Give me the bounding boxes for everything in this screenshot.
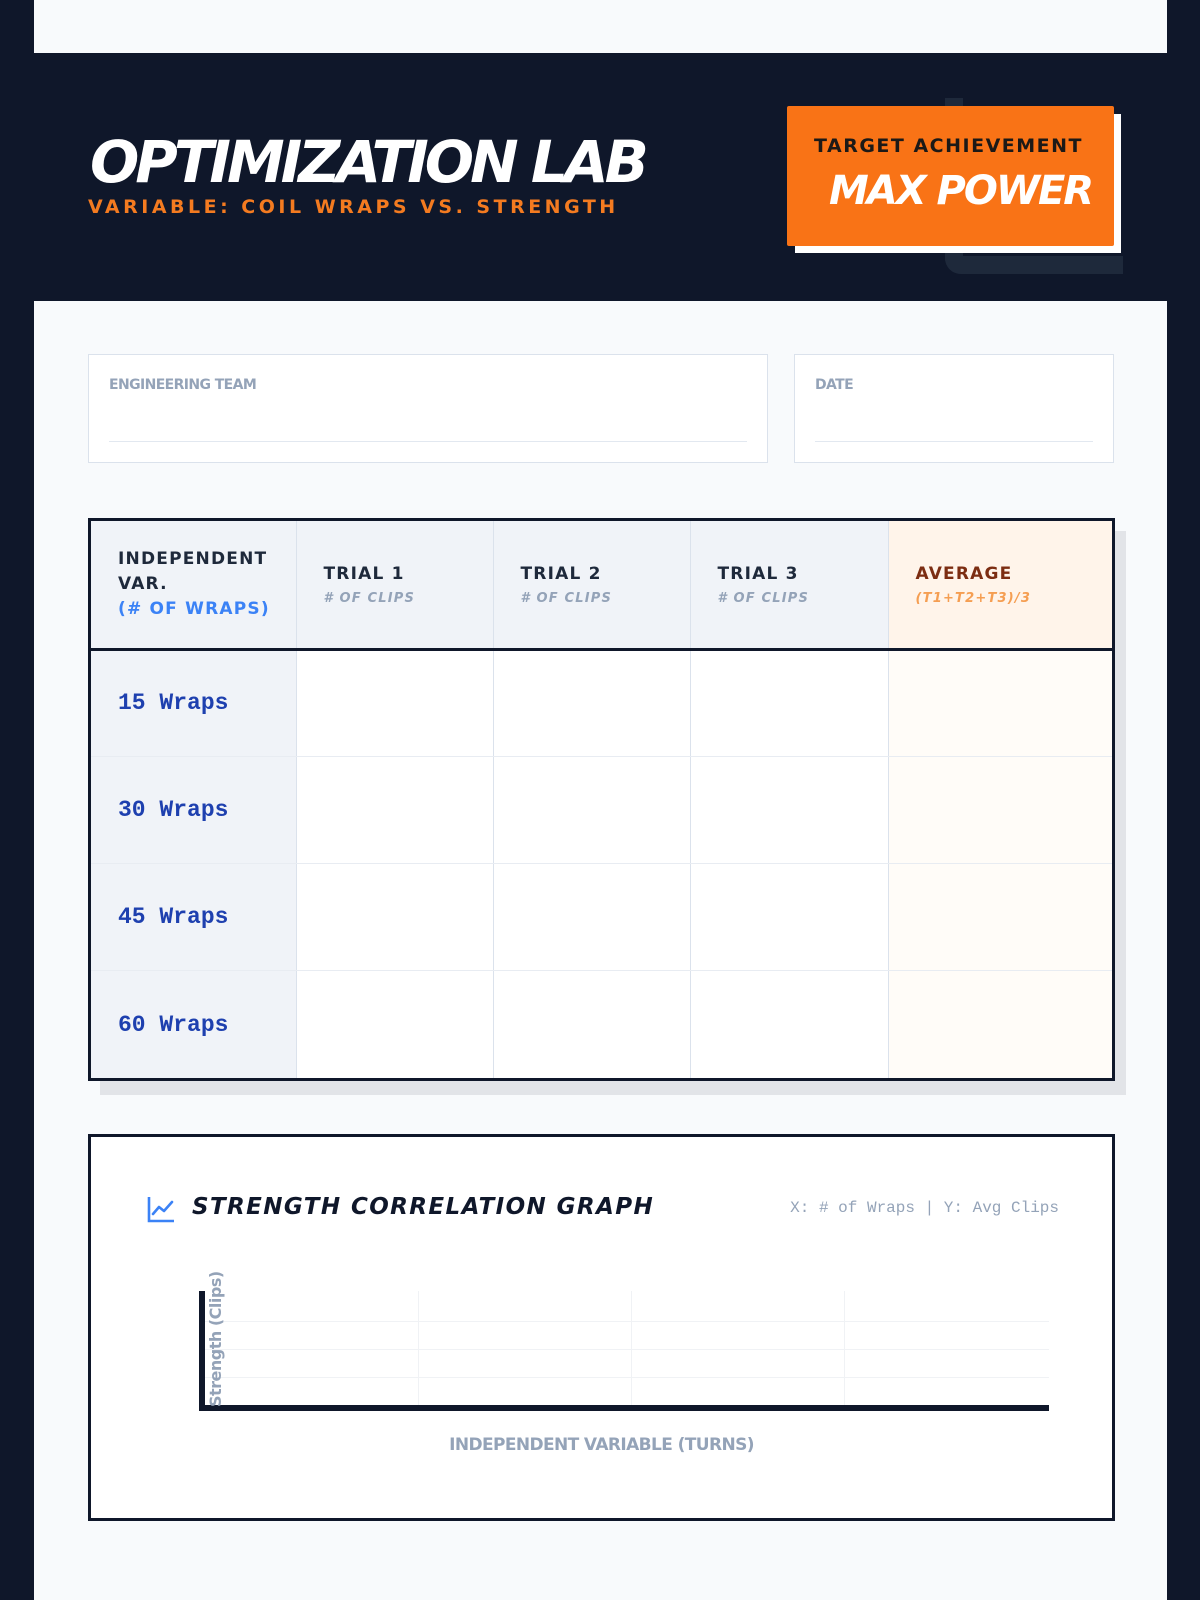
- column-header-trial-1: [296, 521, 493, 649]
- row-label: 45 Wraps: [91, 864, 296, 971]
- trial-2-label: TRIAL 2: [520, 564, 602, 585]
- date-line[interactable]: [815, 441, 1093, 442]
- average-sub: (T1+T2+T3)/3: [915, 591, 1032, 607]
- trial-3-sub: # OF CLIPS: [717, 591, 810, 607]
- average-cell[interactable]: [888, 756, 1112, 863]
- trial-2-cell[interactable]: [493, 649, 690, 756]
- table-row: [91, 649, 1112, 756]
- trial-1-label: TRIAL 1: [323, 564, 405, 585]
- independent-var-unit: (# OF WRAPS): [118, 598, 270, 619]
- trial-2-cell[interactable]: [493, 971, 690, 1078]
- y-axis: [199, 1291, 205, 1411]
- trial-1-sub: # OF CLIPS: [323, 591, 416, 607]
- worksheet-body: [34, 301, 1167, 1600]
- x-axis-label: INDEPENDENT VARIABLE (TURNS): [449, 1435, 754, 1455]
- date-field[interactable]: [794, 354, 1114, 463]
- trial-3-cell[interactable]: [690, 971, 888, 1078]
- row-label: 30 Wraps: [91, 756, 296, 863]
- average-cell[interactable]: [888, 864, 1112, 971]
- column-header-trial-3: [690, 521, 888, 649]
- gridline-vertical: [844, 1291, 845, 1411]
- table-row: [91, 864, 1112, 971]
- trial-1-cell[interactable]: [296, 864, 493, 971]
- average-label: AVERAGE: [915, 564, 1013, 585]
- trial-2-sub: # OF CLIPS: [520, 591, 613, 607]
- badge-label: TARGET ACHIEVEMENT: [814, 135, 1083, 157]
- trial-1-cell[interactable]: [296, 971, 493, 1078]
- page-subtitle: VARIABLE: COIL WRAPS VS. STRENGTH: [88, 196, 619, 218]
- gridline-horizontal: [199, 1349, 1049, 1350]
- data-table: [88, 518, 1115, 1081]
- gridline-horizontal: [199, 1321, 1049, 1322]
- engineering-team-field[interactable]: [88, 354, 768, 463]
- date-label: DATE: [815, 377, 854, 393]
- independent-var-header: INDEPENDENT VAR.: [118, 548, 268, 594]
- y-axis-label: Strength (Clips): [206, 1271, 225, 1407]
- page-title: OPTIMIZATION LAB: [90, 128, 645, 196]
- plot-area[interactable]: [199, 1291, 1049, 1411]
- gridline-vertical: [631, 1291, 632, 1411]
- badge-value: MAX POWER: [829, 168, 1093, 214]
- top-strip: [34, 0, 1167, 53]
- trial-3-cell[interactable]: [690, 756, 888, 863]
- graph-title: STRENGTH CORRELATION GRAPH: [192, 1194, 655, 1220]
- average-cell[interactable]: [888, 649, 1112, 756]
- trial-2-cell[interactable]: [493, 756, 690, 863]
- average-cell[interactable]: [888, 971, 1112, 1078]
- line-chart-icon: [146, 1195, 176, 1225]
- trial-3-cell[interactable]: [690, 649, 888, 756]
- trial-2-cell[interactable]: [493, 864, 690, 971]
- trial-3-cell[interactable]: [690, 864, 888, 971]
- table-row: [91, 971, 1112, 1078]
- trial-3-label: TRIAL 3: [717, 564, 799, 585]
- column-header-average: [888, 521, 1112, 649]
- header: [0, 53, 1200, 301]
- row-label: 60 Wraps: [91, 971, 296, 1078]
- target-badge: [787, 106, 1114, 246]
- engineering-team-label: ENGINEERING TEAM: [109, 377, 257, 393]
- x-axis: [199, 1405, 1049, 1411]
- table-row: [91, 756, 1112, 863]
- column-header-trial-2: [493, 521, 690, 649]
- graph-panel: [88, 1134, 1115, 1521]
- engineering-team-line[interactable]: [109, 441, 747, 442]
- gridline-horizontal: [199, 1377, 1049, 1378]
- trial-1-cell[interactable]: [296, 649, 493, 756]
- row-label: 15 Wraps: [91, 649, 296, 756]
- column-header-independent-var: [91, 521, 296, 649]
- trial-1-cell[interactable]: [296, 756, 493, 863]
- gridline-vertical: [418, 1291, 419, 1411]
- graph-axes-note: X: # of Wraps | Y: Avg Clips: [790, 1199, 1059, 1217]
